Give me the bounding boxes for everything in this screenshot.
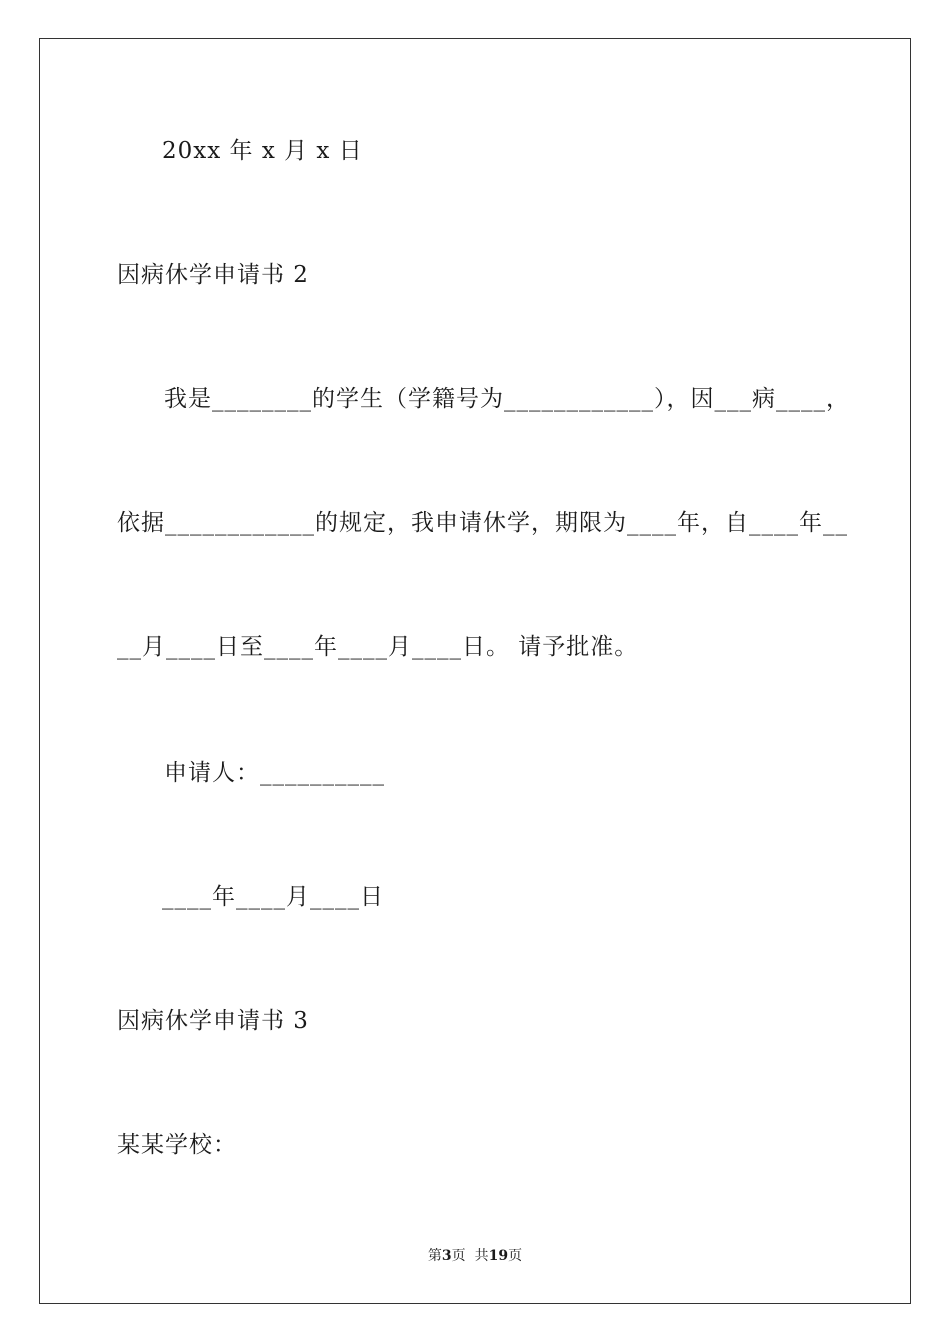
page-border xyxy=(39,38,911,1304)
paragraph-line-3: __月____日至____年____月____日。 请予批准。 xyxy=(117,634,639,660)
page-total: 19 xyxy=(488,1248,509,1264)
page-footer xyxy=(0,1246,950,1266)
section-heading-3: 因病休学申请书 3 xyxy=(117,1008,309,1034)
page-mid: 页 共 xyxy=(451,1248,489,1264)
signature-date-line: ____年____月____日 xyxy=(162,884,384,910)
addressee-line: 某某学校： xyxy=(117,1132,237,1158)
paragraph-line-1: 我是________的学生（学籍号为____________），因___病____， xyxy=(164,386,850,412)
section-heading-2: 因病休学申请书 2 xyxy=(117,262,309,288)
page-suffix: 页 xyxy=(508,1248,523,1264)
applicant-line: 申请人：__________ xyxy=(164,760,385,786)
page-current: 3 xyxy=(441,1248,452,1264)
page-prefix: 第 xyxy=(427,1248,442,1264)
date-line: 20xx 年 x 月 x 日 xyxy=(162,138,363,164)
paragraph-line-2: 依据____________的规定，我申请休学，期限为____年，自____年__ xyxy=(117,510,848,536)
